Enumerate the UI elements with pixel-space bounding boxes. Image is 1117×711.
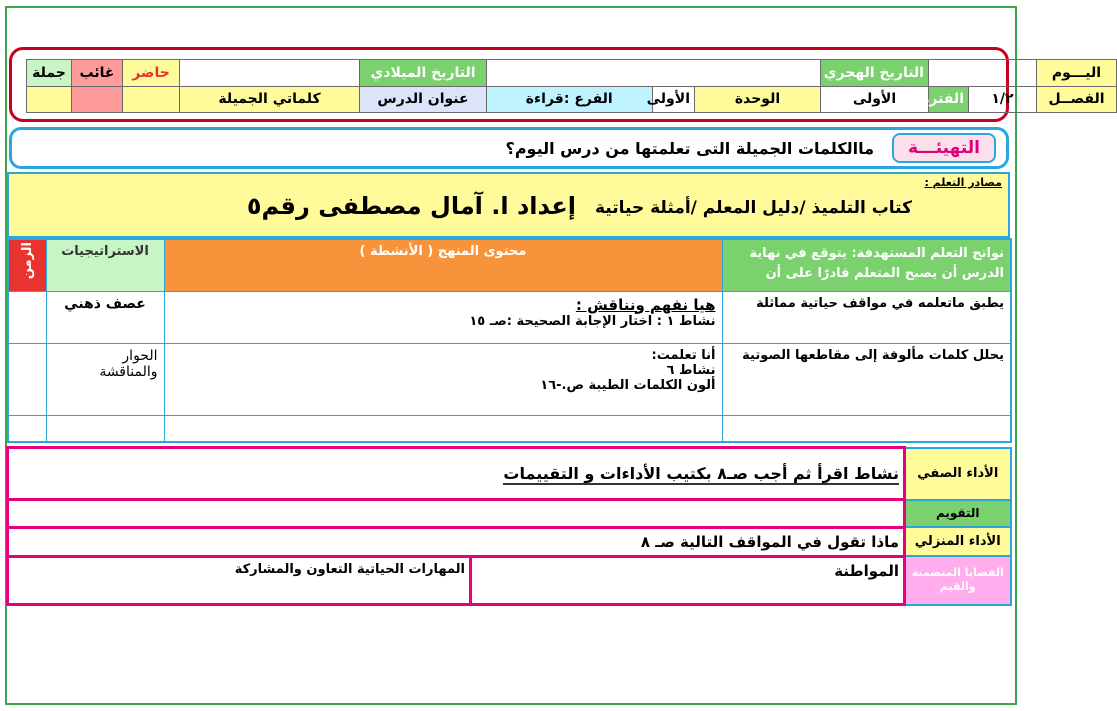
outcomes-header: نواتج التعلم المستهدفة: يتوقع في نهاية الدرس أن يصبح المتعلم قادرًا على أن <box>722 239 1011 291</box>
content-1-activity: نشاط ١ : اختار الإجابة الصحيحة :صـ ١٥ <box>469 313 716 329</box>
sources-section <box>7 172 1010 238</box>
gregorian-label: التاريخ الميلادي <box>360 60 487 87</box>
issue-citizenship: المواطنة <box>471 556 905 604</box>
lesson-title-value[interactable]: كلماتي الجميلة <box>180 86 360 113</box>
evaluation-table <box>6 446 1012 606</box>
content-2 <box>164 343 722 415</box>
gregorian-value[interactable] <box>180 60 360 87</box>
sources-author: إعداد ا. آمال مصطفى رقم٥ <box>246 192 576 220</box>
present-label: حاضر <box>123 60 180 87</box>
total-value[interactable] <box>27 86 72 113</box>
content-header: محتوى المنهج ( الأنشطة ) <box>164 239 722 291</box>
class-performance-label: الأداء الصفي <box>905 448 1011 500</box>
present-value[interactable] <box>123 86 180 113</box>
branch-label: الفرع :قراءة <box>487 87 652 113</box>
content-2-task: ألون الكلمات الطيبة ص.-١٦ <box>540 377 716 393</box>
class-performance-value: نشاط اقرأ ثم أجب صـ٨ بكتيب الأداءات و التقييمات <box>503 464 899 484</box>
class-performance-text <box>8 448 905 500</box>
sources-text: كتاب التلميذ /دليل المعلم /أمثلة حياتية <box>595 198 912 218</box>
time-header <box>8 239 46 291</box>
class-label: الفصــل <box>1037 86 1117 113</box>
time-2[interactable] <box>8 343 46 415</box>
strategies-header: الاستراتيجيات <box>46 239 164 291</box>
unit-label: الوحدة <box>695 86 821 113</box>
lesson-table-section <box>7 238 1010 443</box>
hijri-label: التاريخ الهجري <box>821 60 929 87</box>
header-table <box>26 59 1117 113</box>
lesson-title-label: عنوان الدرس <box>360 86 487 113</box>
content-1-title: هيا نفهم ونناقش : <box>575 295 716 314</box>
absent-value[interactable] <box>72 86 123 113</box>
strategy-2-line1: الحوار <box>122 347 158 364</box>
time-header-label: الزمن <box>19 242 35 280</box>
assessment-label: التقويم <box>905 500 1011 527</box>
assessment-value[interactable] <box>8 500 905 527</box>
strategy-empty[interactable] <box>46 415 164 442</box>
period-value[interactable]: الأولى <box>821 86 929 113</box>
warmup-section <box>9 127 1009 169</box>
issue-life-skills: المهارات الحياتية التعاون والمشاركة <box>8 556 471 604</box>
strategy-1: عصف ذهني <box>46 291 164 343</box>
content-2-activity: نشاط ٦ <box>666 362 716 378</box>
outcome-empty[interactable] <box>722 415 1011 442</box>
strategy-2 <box>46 343 164 415</box>
class-value[interactable]: ١/٢ <box>969 86 1037 113</box>
warmup-question: ماالكلمات الجميلة التى تعلمتها من درس اليوم؟ <box>505 138 874 158</box>
unit-value[interactable]: الأولى <box>652 87 694 113</box>
day-value[interactable] <box>929 60 1037 87</box>
content-2-title: أنا تعلمت: <box>651 347 716 363</box>
header-section <box>9 47 1105 122</box>
period-label: الفترة <box>929 86 969 113</box>
lesson-table <box>7 238 1012 443</box>
issues-label: القضايا المتضمنة والقيم <box>905 556 1011 604</box>
absent-label: غائب <box>72 60 123 87</box>
content-1 <box>164 291 722 343</box>
warmup-label: التهيئـــة <box>892 133 996 163</box>
home-performance-label: الأداء المنزلي <box>905 527 1011 556</box>
outcome-2: يحلل كلمات مألوفة إلى مقاطعها الصوتية <box>722 343 1011 415</box>
time-empty[interactable] <box>8 415 46 442</box>
day-label: اليـــوم <box>1037 60 1117 87</box>
content-empty[interactable] <box>164 415 722 442</box>
total-label: جملة <box>27 60 72 87</box>
home-performance-text: ماذا تقول في المواقف التالية صـ ٨ <box>8 527 905 556</box>
hijri-value[interactable] <box>487 60 821 87</box>
time-1[interactable] <box>8 291 46 343</box>
evaluation-section <box>6 446 1009 606</box>
sources-label: مصادر التعلم : <box>924 176 1002 189</box>
strategy-2-line2: والمناقشة <box>99 363 158 380</box>
outcome-1: يطبق ماتعلمه في مواقف حياتية مماثلة <box>722 291 1011 343</box>
